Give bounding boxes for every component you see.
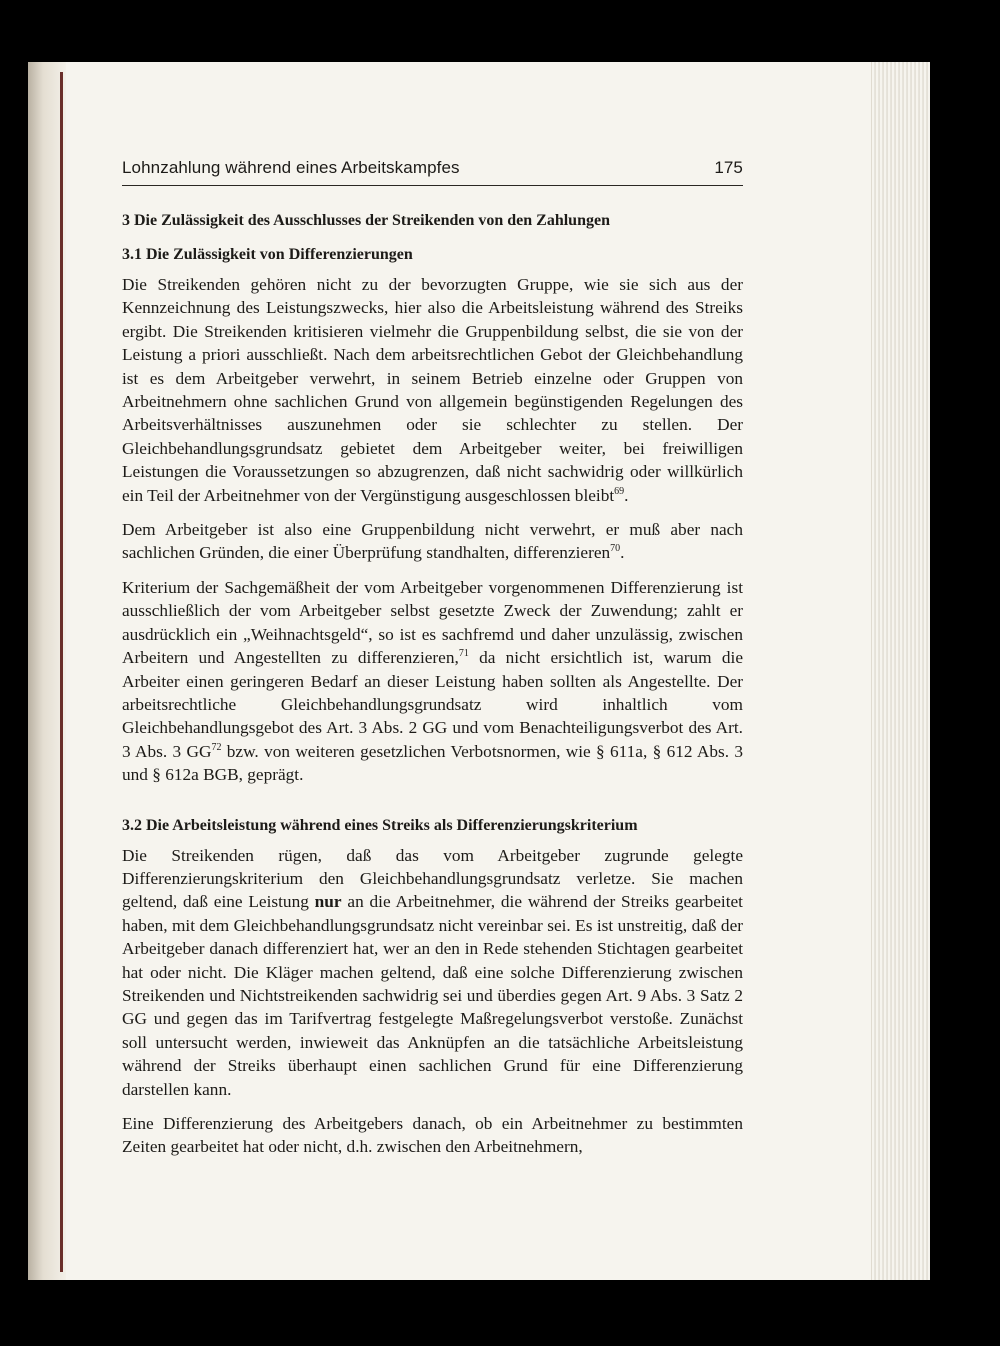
emphasis-nur: nur [314, 892, 342, 912]
footnote-ref-70: 70 [610, 543, 621, 555]
section-heading-3: 3 Die Zulässigkeit des Ausschlusses der Streikenden von den Zahlungen [122, 212, 610, 229]
binding-edge [60, 72, 63, 1272]
section-heading-3-2: 3.2 Die Arbeitsleistung während eines Streiks als Differenzierungskriterium [122, 816, 638, 834]
running-title: Lohnzahlung während eines Arbeitskampfes [122, 158, 460, 177]
page-content [122, 158, 743, 1159]
footnote-ref-71: 71 [458, 648, 469, 660]
paragraph-3-1-3: Kriterium der Sachgemäßheit der vom Arbeitgeber vorgenommenen Differenzierung ist ausschließlich der vom Arbeitgeber selbst gesetzte Zweck der Zuwendung; zahlt er ausdrücklich ein „Weihnachtsgeld“, so ist es sachfremd und daher unzulässig, zwischen Arbeitern und Angestellten zu differenzieren,$^{71}$ da nicht ersichtlich ist, warum die Arbeiter einen geringeren Bedarf an dieser Leistung haben sollten als Angestellte. Der arbeitsrechtliche Gleichbehandlungsgrundsatz wird inhaltlich vom Gleichbehandlungsgebot des Art. 3 Abs. 2 GG und vom Benachteiligungsverbot des Art. 3 Abs. 3 GG$^{72}$ bzw. von weiteren gesetzlichen Verbotsnormen, wie § 611a, § 612 Abs. 3 und § 612a BGB, geprägt. [122, 577, 743, 785]
footnote-ref-72: 72 [211, 741, 222, 753]
paragraph-3-2-1: Die Streikenden rügen, daß das vom Arbeitgeber zugrunde gelegte Differenzierungskriterium den Gleichbehandlungsgrundsatz verletze. Sie machen geltend, daß eine Leistung nur an die Arbeitnehmer, die während der Streiks gearbeitet haben, mit dem Gleichbehandlungsgrundsatz nicht vereinbar sei. Es ist unstreitig, daß der Arbeitgeber danach differenziert hat, wer an den in Rede stehenden Stichtagen gearbeitet hat oder nicht. Die Kläger machen geltend, daß eine solche Differenzierung zwischen Streikenden und Nichtstreikenden sachwidrig sei und überdies gegen Art. 9 Abs. 3 Satz 2 GG und gegen das im Tarifvertrag festgelegte Maßregelungsverbot verstoße. Zunächst soll untersucht werden, inwieweit das Anknüpfen an die tatsächliche Arbeitsleistung während der Streiks überhaupt einen sachlichen Grund für eine Differenzierung darstellen kann. [122, 845, 743, 1099]
page-number: 175 [714, 158, 743, 177]
paragraph-3-2-2: Eine Differenzierung des Arbeitgebers danach, ob ein Arbeitnehmer zu bestimmten Zeiten gearbeitet hat oder nicht, d.h. zwischen den Arbeitnehmern, [122, 1114, 743, 1157]
running-header [122, 158, 743, 186]
paragraph-3-1-1: Die Streikenden gehören nicht zu der bevorzugten Gruppe, wie sie sich aus der Kennzeichnung des Leistungszwecks, hier also die Arbeitsleistung während des Streiks ergibt. Die Streikenden kritisieren vielmehr die Gruppenbildung selbst, die sie von der Leistung a priori ausschließt. Nach dem arbeitsrechtlichen Gebot der Gleichbehandlung ist es dem Arbeitgeber verwehrt, in seinem Betrieb einzelne oder Gruppen von Arbeitnehmern ohne sachlichen Grund von allgemein begünstigenden Regelungen des Arbeitsverhältnisses auszunehmen oder sie schlechter zu stellen. Der Gleichbehandlungsgrundsatz gebietet dem Arbeitgeber weiter, bei freiwilligen Leistungen die Voraussetzungen so abzugrenzen, daß nicht sachwidrig oder willkürlich ein Teil der Arbeitnehmer von der Vergünstigung ausgeschlossen bleibt$^{69}$. [122, 275, 743, 505]
footnote-ref-69: 69 [614, 485, 625, 497]
section-heading-3-1: 3.1 Die Zulässigkeit von Differenzierungen [122, 246, 413, 263]
page-stack-edge [871, 62, 930, 1280]
paragraph-3-1-2: Dem Arbeitgeber ist also eine Gruppenbildung nicht verwehrt, er muß aber nach sachlichen Gründen, die einer Überprüfung standhalten, differenzieren$^{70}$. [122, 520, 743, 563]
book-page [28, 62, 930, 1280]
